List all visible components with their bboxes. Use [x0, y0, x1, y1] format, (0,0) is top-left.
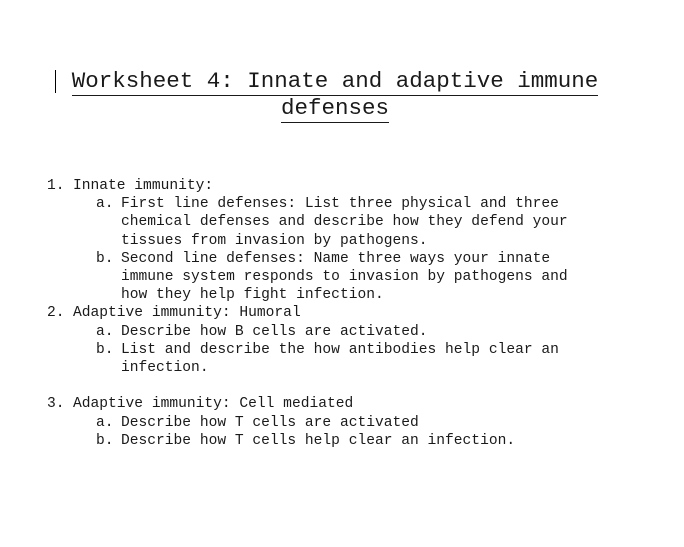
sub-item-letter: b.	[96, 250, 114, 267]
sub-item-1b	[47, 250, 647, 305]
sub-item-letter: a.	[96, 323, 114, 340]
sub-item-line: how they help fight infection.	[121, 287, 384, 304]
sub-item-line: Describe how B cells are activated.	[121, 323, 428, 340]
sub-item-2b	[47, 341, 647, 377]
blank-line	[47, 377, 647, 395]
item-number: 1.	[47, 178, 65, 194]
sub-item-line: First line defenses: List three physical and three	[121, 196, 559, 213]
item-text: Adaptive immunity: Humoral	[73, 305, 301, 322]
item-text: Adaptive immunity: Cell mediated	[73, 396, 354, 413]
sub-item-3b	[47, 432, 647, 450]
list-item-2	[47, 304, 647, 322]
item-number: 2.	[47, 305, 65, 322]
list-item-3	[47, 395, 647, 413]
list-item-1	[47, 177, 647, 195]
sub-item-line: List and describe the how antibodies help clear an	[121, 341, 559, 358]
sub-item-3a	[47, 414, 647, 432]
sub-item-1a	[47, 195, 647, 250]
sub-item-line: Describe how T cells are activated	[121, 414, 419, 431]
title-line-1: Worksheet 4: Innate and adaptive immune	[71, 68, 599, 94]
worksheet-title	[40, 68, 630, 122]
sub-item-line: infection.	[121, 360, 209, 377]
sub-item-line: chemical defenses and describe how they defend your	[121, 214, 568, 231]
sub-item-line: immune system responds to invasion by pathogens and	[121, 269, 568, 286]
sub-item-letter: a.	[96, 196, 114, 213]
item-text: Innate immunity:	[73, 178, 214, 194]
sub-item-line: tissues from invasion by pathogens.	[121, 232, 428, 249]
question-list	[47, 177, 647, 450]
sub-item-letter: b.	[96, 432, 114, 449]
sub-item-letter: a.	[96, 414, 114, 431]
sub-item-2a	[47, 323, 647, 341]
sub-item-line: Second line defenses: Name three ways your innate	[121, 250, 551, 267]
sub-item-letter: b.	[96, 341, 114, 358]
title-line-2: defenses	[280, 95, 390, 121]
item-number: 3.	[47, 396, 65, 413]
sub-item-line: Describe how T cells help clear an infection.	[121, 432, 516, 449]
